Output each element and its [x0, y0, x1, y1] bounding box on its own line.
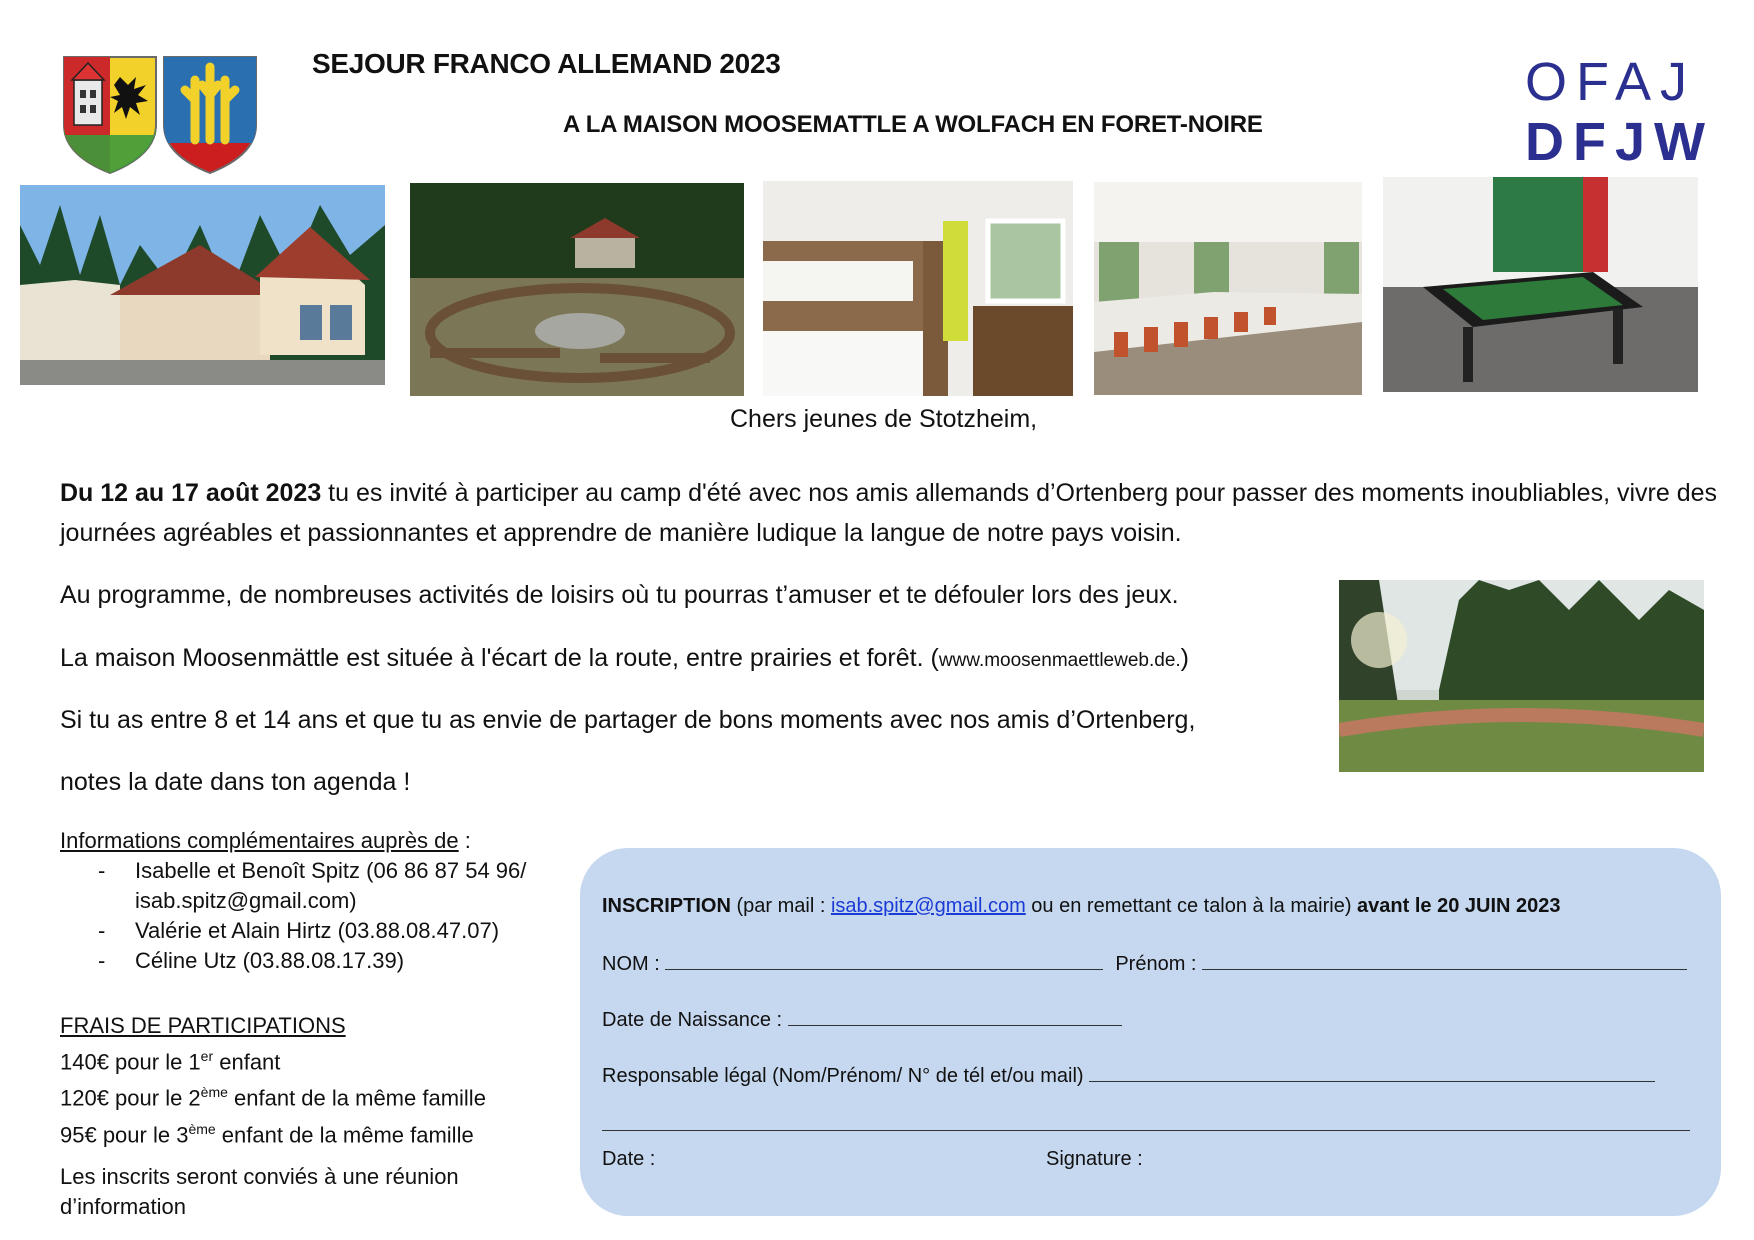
fee-line-1: [60, 1041, 486, 1077]
deadline: avant le 20 JUIN 2023: [1357, 895, 1561, 917]
fee-1-rest: enfant: [213, 1049, 281, 1075]
age-paragraph: Si tu as entre 8 et 14 ans et que tu as envie de partager de bons moments avec nos amis d’Ortenberg,: [60, 706, 1196, 734]
location-paragraph: [60, 638, 1189, 681]
remettant-text: ou en remettant ce talon à la mairie): [1025, 895, 1358, 917]
contact-info: [60, 826, 560, 976]
contact-item: - Isabelle et Benoît Spitz (06 86 87 54 96/ isab.spitz@gmail.com): [60, 856, 560, 916]
contact-list: [60, 856, 560, 976]
intro-paragraph: [60, 473, 1720, 553]
house-photo: [20, 185, 385, 385]
fee-2-text: 120€ pour le 2: [60, 1085, 201, 1111]
intro-text: tu es invité à participer au camp d'été avec nos amis allemands d’Ortenberg pour passer des moments inoubliables, vivre des journées agréables et passionnantes et apprendre de manière ludique la langue de notre pays voisin.: [60, 479, 1717, 547]
meeting-note: Les inscrits seront conviés à une réunion d’information: [60, 1164, 459, 1219]
location-close: ): [1180, 644, 1189, 672]
dining-hall-photo: [1094, 182, 1362, 395]
contact-heading: Informations complémentaires auprès de: [60, 828, 459, 853]
par-mail-text: (par mail :: [730, 895, 831, 917]
birthdate-row: [602, 1007, 1122, 1032]
website-url: www.moosenmaettleweb.de.: [938, 650, 1181, 671]
camp-dates: Du 12 au 17 août 2023: [60, 479, 322, 507]
signature-label: Signature :: [1046, 1148, 1143, 1170]
inscription-label: INSCRIPTION: [602, 895, 731, 917]
location-text: La maison Moosenmättle est située à l'écart de la route, entre prairies et forêt. (: [60, 644, 939, 672]
prenom-field[interactable]: [1202, 951, 1687, 970]
meadow-photo: [1339, 580, 1704, 772]
ofaj-logo: [1525, 52, 1714, 172]
fee-line-3: [60, 1114, 486, 1150]
fee-1-sup: er: [200, 1048, 214, 1064]
fees-heading-text: FRAIS DE PARTICIPATIONS: [60, 1013, 346, 1038]
nom-field[interactable]: [665, 951, 1103, 970]
program-paragraph: Au programme, de nombreuses activités de loisirs où tu pourras t’amuser et te défouler lors des jeux.: [60, 581, 1179, 609]
nom-label: NOM :: [602, 953, 666, 975]
ofaj-logo-line1: OFAJ: [1525, 52, 1697, 112]
page-title: SEJOUR FRANCO ALLEMAND 2023: [312, 48, 781, 79]
fee-line-2: [60, 1077, 486, 1113]
date-label: Date :: [602, 1148, 656, 1170]
contact-heading-colon: :: [458, 828, 471, 853]
fee-3-text: 95€ pour le 3: [60, 1121, 189, 1147]
dormitory-photo: [763, 181, 1073, 396]
prenom-label: Prénom :: [1115, 953, 1203, 975]
contact-item: - Céline Utz (03.88.08.17.39): [60, 946, 560, 976]
agenda-paragraph: notes la date dans ton agenda !: [60, 768, 411, 796]
ofaj-logo-line2: DFJW: [1525, 112, 1714, 172]
page-subtitle: A LA MAISON MOOSEMATTLE A WOLFACH EN FORET-NOIRE: [563, 111, 1263, 138]
fee-3-rest: enfant de la même famille: [215, 1121, 474, 1147]
fee-2-rest: enfant de la même famille: [227, 1085, 486, 1111]
fees-block: [60, 1010, 486, 1150]
contact-heading-line: [60, 826, 560, 856]
name-row: [602, 951, 1687, 976]
guardian-row: [602, 1063, 1655, 1088]
coat-of-arms-logo: [60, 55, 260, 175]
form-header: [602, 895, 1561, 918]
responsable-field[interactable]: [1089, 1063, 1655, 1082]
guardian-field-line2[interactable]: [602, 1130, 1690, 1131]
responsable-label: Responsable légal (Nom/Prénom/ N° de tél et/ou mail): [602, 1065, 1090, 1087]
fee-2-sup: ème: [200, 1084, 228, 1101]
fees-heading: [60, 1010, 486, 1041]
game-room-photo: [1383, 177, 1698, 392]
naissance-label: Date de Naissance :: [602, 1009, 788, 1031]
fee-1-text: 140€ pour le 1: [60, 1049, 201, 1075]
campfire-photo: [410, 183, 744, 396]
contact-item: - Valérie et Alain Hirtz (03.88.08.47.07): [60, 916, 560, 946]
greeting: Chers jeunes de Stotzheim,: [730, 405, 1038, 433]
email-link[interactable]: isab.spitz@gmail.com: [830, 895, 1026, 917]
fee-3-sup: ème: [188, 1120, 216, 1137]
naissance-field[interactable]: [788, 1007, 1122, 1026]
